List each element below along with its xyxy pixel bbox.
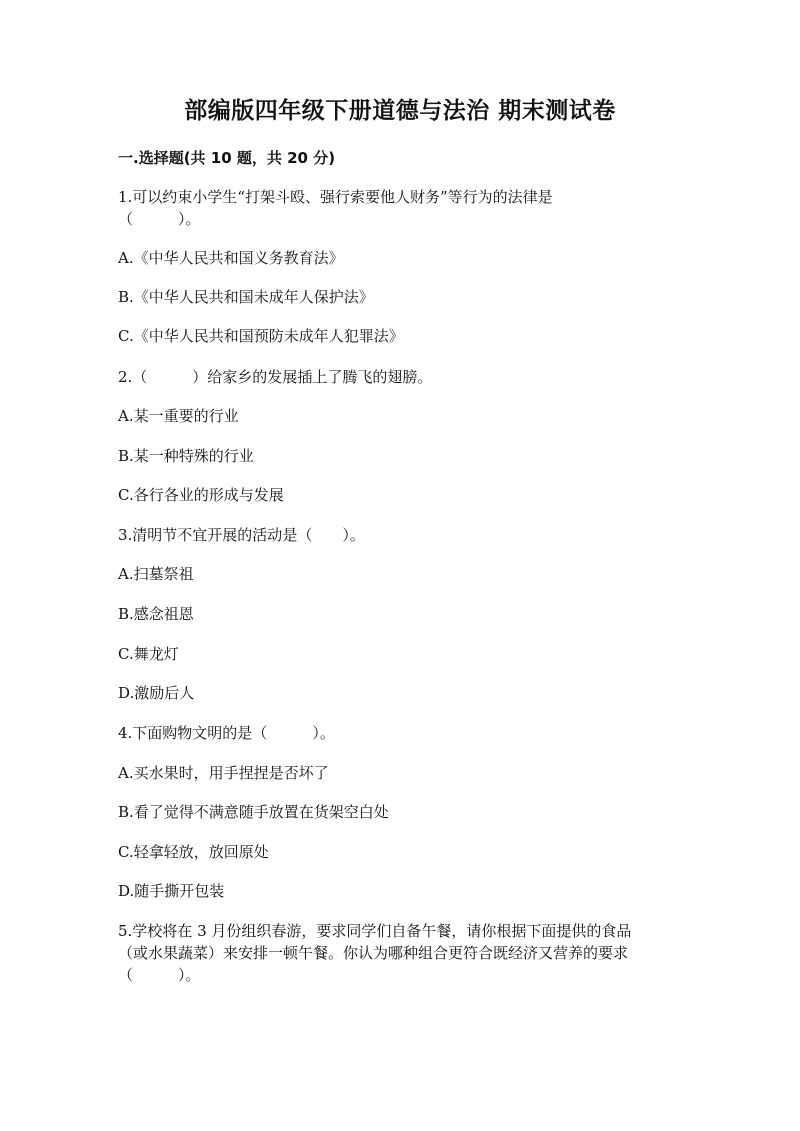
question-3-option-d: D.激励后人 xyxy=(118,684,195,702)
question-2-stem: 2.（ ）给家乡的发展插上了腾飞的翅膀。 xyxy=(118,368,433,386)
question-2-option-a: A.某一重要的行业 xyxy=(118,407,239,425)
question-5-stem-line-2: （或水果蔬菜）来安排一顿午餐。你认为哪种组合更符合既经济又营养的要求 xyxy=(118,944,629,962)
question-1-stem-line-2: （ ）。 xyxy=(118,210,201,228)
question-5-stem-line-3: （ ）。 xyxy=(118,966,201,984)
question-4-option-d: D.随手撕开包装 xyxy=(118,882,225,900)
question-1-option-c: C.《中华人民共和国预防未成年人犯罪法》 xyxy=(118,327,404,345)
question-2-option-b: B.某一种特殊的行业 xyxy=(118,447,254,465)
question-1-option-b: B.《中华人民共和国未成年人保护法》 xyxy=(118,288,374,306)
question-5-stem-line-1: 5.学校将在 3 月份组织春游，要求同学们自备午餐，请你根据下面提供的食品 xyxy=(118,922,632,940)
question-4-option-a: A.买水果时，用手捏捏是否坏了 xyxy=(118,764,329,782)
section-heading: 一.选择题(共 10 题，共 20 分) xyxy=(118,149,336,167)
question-3-stem: 3.清明节不宜开展的活动是（ ）。 xyxy=(118,526,365,544)
question-1-stem-line-1: 1.可以约束小学生“打架斗殴、强行索要他人财务”等行为的法律是 xyxy=(118,188,553,206)
page-title: 部编版四年级下册道德与法治 期末测试卷 xyxy=(184,97,616,124)
question-4-option-b: B.看了觉得不满意随手放置在货架空白处 xyxy=(118,803,389,821)
question-2-option-c: C.各行各业的形成与发展 xyxy=(118,486,284,504)
question-3-option-c: C.舞龙灯 xyxy=(118,645,179,663)
question-4-stem: 4.下面购物文明的是（ ）。 xyxy=(118,724,335,742)
question-3-option-b: B.感念祖恩 xyxy=(118,605,194,623)
question-4-option-c: C.轻拿轻放，放回原处 xyxy=(118,843,269,861)
question-1-option-a: A.《中华人民共和国义务教育法》 xyxy=(118,249,344,267)
question-3-option-a: A.扫墓祭祖 xyxy=(118,565,194,583)
